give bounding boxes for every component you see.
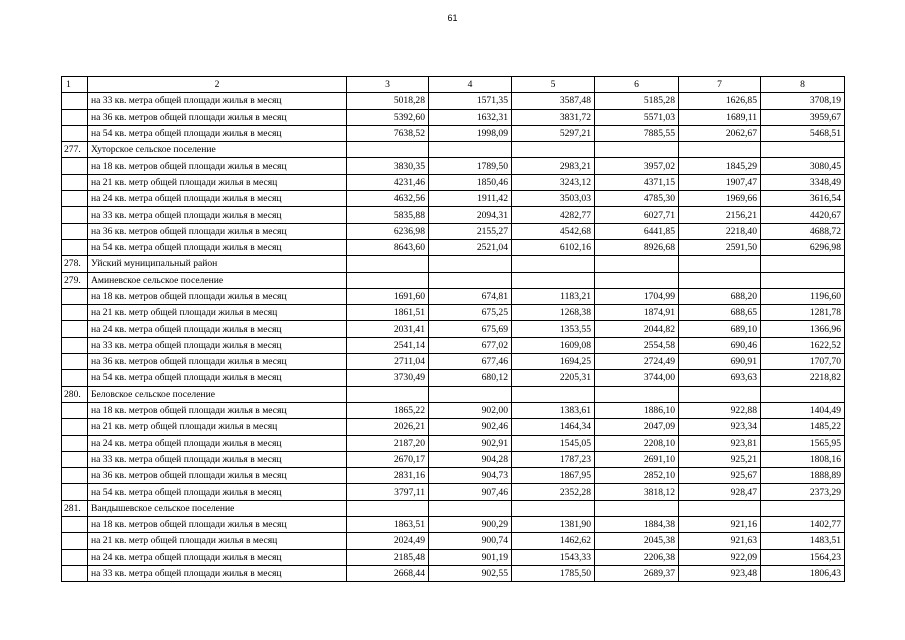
value-cell	[595, 386, 679, 402]
row-name: на 54 кв. метра общей площади жилья в месяц	[88, 125, 347, 141]
table-row	[62, 354, 845, 370]
value-cell: 2156,21	[679, 207, 761, 223]
row-name: на 36 кв. метров общей площади жилья в месяц	[88, 223, 347, 239]
table-row	[62, 207, 845, 223]
value-cell: 2185,48	[347, 549, 429, 565]
column-header: 8	[761, 77, 845, 93]
value-cell: 6102,16	[512, 239, 595, 255]
column-header: 7	[679, 77, 761, 93]
value-cell: 1806,43	[761, 565, 845, 581]
value-cell: 2668,44	[347, 565, 429, 581]
value-cell	[679, 142, 761, 158]
value-cell	[512, 142, 595, 158]
value-cell: 2044,82	[595, 321, 679, 337]
value-cell: 3818,12	[595, 484, 679, 500]
value-cell: 2187,20	[347, 435, 429, 451]
value-cell: 902,55	[429, 565, 512, 581]
value-cell: 5018,28	[347, 93, 429, 109]
value-cell: 1281,78	[761, 305, 845, 321]
table-row	[62, 142, 845, 158]
row-name: на 21 кв. метр общей площади жилья в месяц	[88, 305, 347, 321]
value-cell: 677,02	[429, 337, 512, 353]
table-row	[62, 256, 845, 272]
value-cell: 688,20	[679, 288, 761, 304]
value-cell: 1268,38	[512, 305, 595, 321]
row-name: на 33 кв. метра общей площади жилья в месяц	[88, 451, 347, 467]
table-row	[62, 93, 845, 109]
row-name: на 36 кв. метров общей площади жилья в месяц	[88, 354, 347, 370]
value-cell: 675,25	[429, 305, 512, 321]
value-cell: 2062,67	[679, 125, 761, 141]
value-cell: 2024,49	[347, 533, 429, 549]
value-cell: 1787,23	[512, 451, 595, 467]
table-row	[62, 239, 845, 255]
value-cell: 690,91	[679, 354, 761, 370]
table-row	[62, 533, 845, 549]
value-cell: 2208,10	[595, 435, 679, 451]
value-cell: 2205,31	[512, 370, 595, 386]
value-cell	[347, 386, 429, 402]
value-cell: 2206,38	[595, 549, 679, 565]
value-cell: 1622,52	[761, 337, 845, 353]
value-cell: 904,28	[429, 451, 512, 467]
value-cell: 921,16	[679, 517, 761, 533]
table-row	[62, 109, 845, 125]
value-cell: 1564,23	[761, 549, 845, 565]
value-cell: 4785,30	[595, 191, 679, 207]
value-cell: 4371,15	[595, 174, 679, 190]
value-cell: 2591,50	[679, 239, 761, 255]
value-cell: 3587,48	[512, 93, 595, 109]
value-cell: 4632,56	[347, 191, 429, 207]
value-cell: 3348,49	[761, 174, 845, 190]
value-cell: 1383,61	[512, 402, 595, 418]
value-cell	[595, 272, 679, 288]
value-cell: 3959,67	[761, 109, 845, 125]
value-cell: 689,10	[679, 321, 761, 337]
tariff-table	[61, 76, 845, 582]
table-row	[62, 565, 845, 581]
value-cell: 2852,10	[595, 468, 679, 484]
value-cell: 922,09	[679, 549, 761, 565]
value-cell: 2554,58	[595, 337, 679, 353]
value-cell: 2045,38	[595, 533, 679, 549]
row-number	[62, 191, 88, 207]
row-number	[62, 370, 88, 386]
row-name: Уйский муниципальный район	[88, 256, 347, 272]
value-cell: 2094,31	[429, 207, 512, 223]
value-cell: 2711,04	[347, 354, 429, 370]
value-cell: 1545,05	[512, 435, 595, 451]
value-cell: 1381,90	[512, 517, 595, 533]
table-row	[62, 174, 845, 190]
value-cell	[512, 386, 595, 402]
value-cell: 1863,51	[347, 517, 429, 533]
value-cell	[429, 386, 512, 402]
value-cell: 2670,17	[347, 451, 429, 467]
row-number: 278.	[62, 256, 88, 272]
table-row	[62, 272, 845, 288]
value-cell	[761, 272, 845, 288]
row-name: на 54 кв. метра общей площади жилья в месяц	[88, 484, 347, 500]
row-name: на 33 кв. метра общей площади жилья в месяц	[88, 93, 347, 109]
value-cell	[347, 256, 429, 272]
table-row	[62, 223, 845, 239]
row-number	[62, 321, 88, 337]
table-row	[62, 288, 845, 304]
row-name: на 18 кв. метров общей площади жилья в месяц	[88, 517, 347, 533]
row-name: на 33 кв. метра общей площади жилья в месяц	[88, 565, 347, 581]
value-cell	[679, 272, 761, 288]
value-cell: 923,34	[679, 419, 761, 435]
table-row	[62, 517, 845, 533]
table-row	[62, 500, 845, 516]
value-cell: 3831,72	[512, 109, 595, 125]
value-cell: 1884,38	[595, 517, 679, 533]
column-header: 6	[595, 77, 679, 93]
value-cell: 900,29	[429, 517, 512, 533]
value-cell: 1911,42	[429, 191, 512, 207]
value-cell: 8926,68	[595, 239, 679, 255]
value-cell: 2689,37	[595, 565, 679, 581]
value-cell: 688,65	[679, 305, 761, 321]
value-cell: 690,46	[679, 337, 761, 353]
row-name: на 36 кв. метров общей площади жилья в месяц	[88, 109, 347, 125]
row-number	[62, 451, 88, 467]
row-name: на 21 кв. метр общей площади жилья в месяц	[88, 533, 347, 549]
value-cell: 902,46	[429, 419, 512, 435]
value-cell: 7885,55	[595, 125, 679, 141]
value-cell: 2831,16	[347, 468, 429, 484]
value-cell: 2155,27	[429, 223, 512, 239]
value-cell: 7638,52	[347, 125, 429, 141]
value-cell: 1861,51	[347, 305, 429, 321]
value-cell: 923,48	[679, 565, 761, 581]
value-cell: 925,21	[679, 451, 761, 467]
row-number: 279.	[62, 272, 88, 288]
table-body	[62, 77, 845, 582]
value-cell: 3830,35	[347, 158, 429, 174]
value-cell	[595, 256, 679, 272]
table-row	[62, 484, 845, 500]
value-cell: 1402,77	[761, 517, 845, 533]
value-cell	[512, 500, 595, 516]
value-cell: 4420,67	[761, 207, 845, 223]
value-cell: 2026,21	[347, 419, 429, 435]
value-cell: 6027,71	[595, 207, 679, 223]
value-cell: 5185,28	[595, 93, 679, 109]
value-cell: 1404,49	[761, 402, 845, 418]
row-name: на 21 кв. метр общей площади жилья в месяц	[88, 174, 347, 190]
row-number	[62, 402, 88, 418]
row-name: Беловское сельское поселение	[88, 386, 347, 402]
value-cell: 1694,25	[512, 354, 595, 370]
value-cell: 1907,47	[679, 174, 761, 190]
value-cell: 1609,08	[512, 337, 595, 353]
table-row	[62, 191, 845, 207]
value-cell: 1785,50	[512, 565, 595, 581]
value-cell: 5297,21	[512, 125, 595, 141]
value-cell: 1865,22	[347, 402, 429, 418]
value-cell: 1485,22	[761, 419, 845, 435]
value-cell: 1888,89	[761, 468, 845, 484]
row-number	[62, 565, 88, 581]
row-number	[62, 109, 88, 125]
row-name: на 54 кв. метра общей площади жилья в месяц	[88, 370, 347, 386]
value-cell: 1571,35	[429, 93, 512, 109]
value-cell: 1543,33	[512, 549, 595, 565]
table-row	[62, 402, 845, 418]
row-number	[62, 549, 88, 565]
value-cell: 6296,98	[761, 239, 845, 255]
value-cell: 2724,49	[595, 354, 679, 370]
value-cell: 3243,12	[512, 174, 595, 190]
row-number	[62, 93, 88, 109]
value-cell: 904,73	[429, 468, 512, 484]
value-cell: 680,12	[429, 370, 512, 386]
value-cell: 5835,88	[347, 207, 429, 223]
value-cell: 5392,60	[347, 109, 429, 125]
row-name: Аминевское сельское поселение	[88, 272, 347, 288]
row-number	[62, 158, 88, 174]
table-row	[62, 386, 845, 402]
row-number	[62, 435, 88, 451]
value-cell	[679, 386, 761, 402]
value-cell: 1886,10	[595, 402, 679, 418]
value-cell	[347, 500, 429, 516]
table-row	[62, 305, 845, 321]
row-name: на 24 кв. метра общей площади жилья в месяц	[88, 321, 347, 337]
row-number	[62, 484, 88, 500]
value-cell: 2521,04	[429, 239, 512, 255]
row-name: на 36 кв. метров общей площади жилья в месяц	[88, 468, 347, 484]
value-cell: 1483,51	[761, 533, 845, 549]
value-cell: 3797,11	[347, 484, 429, 500]
value-cell: 1626,85	[679, 93, 761, 109]
value-cell: 3957,02	[595, 158, 679, 174]
row-name: на 54 кв. метра общей площади жилья в месяц	[88, 239, 347, 255]
value-cell: 1183,21	[512, 288, 595, 304]
table-header-row	[62, 77, 845, 93]
row-name: Хуторское сельское поселение	[88, 142, 347, 158]
value-cell: 2691,10	[595, 451, 679, 467]
table-row	[62, 321, 845, 337]
row-number	[62, 239, 88, 255]
value-cell: 4688,72	[761, 223, 845, 239]
value-cell: 8643,60	[347, 239, 429, 255]
value-cell	[429, 256, 512, 272]
value-cell: 1874,91	[595, 305, 679, 321]
table-row	[62, 370, 845, 386]
value-cell: 1998,09	[429, 125, 512, 141]
value-cell	[512, 256, 595, 272]
value-cell: 5571,03	[595, 109, 679, 125]
row-number	[62, 288, 88, 304]
value-cell: 674,81	[429, 288, 512, 304]
value-cell: 2031,41	[347, 321, 429, 337]
table-row	[62, 549, 845, 565]
table-row	[62, 125, 845, 141]
row-name: на 21 кв. метр общей площади жилья в месяц	[88, 419, 347, 435]
value-cell	[429, 500, 512, 516]
value-cell: 2352,28	[512, 484, 595, 500]
value-cell: 1366,96	[761, 321, 845, 337]
value-cell	[595, 500, 679, 516]
value-cell: 2218,82	[761, 370, 845, 386]
value-cell: 1462,62	[512, 533, 595, 549]
table-row	[62, 158, 845, 174]
value-cell: 2218,40	[679, 223, 761, 239]
value-cell: 1689,11	[679, 109, 761, 125]
row-number	[62, 337, 88, 353]
column-header: 3	[347, 77, 429, 93]
row-number	[62, 207, 88, 223]
value-cell: 1850,46	[429, 174, 512, 190]
value-cell: 3616,54	[761, 191, 845, 207]
value-cell: 3744,00	[595, 370, 679, 386]
value-cell: 2373,29	[761, 484, 845, 500]
value-cell	[429, 142, 512, 158]
value-cell: 900,74	[429, 533, 512, 549]
value-cell	[761, 500, 845, 516]
value-cell: 3080,45	[761, 158, 845, 174]
value-cell: 1196,60	[761, 288, 845, 304]
value-cell	[347, 142, 429, 158]
row-name: на 33 кв. метра общей площади жилья в месяц	[88, 207, 347, 223]
value-cell: 902,91	[429, 435, 512, 451]
row-number	[62, 125, 88, 141]
value-cell: 3503,03	[512, 191, 595, 207]
column-header: 1	[62, 77, 88, 93]
row-number	[62, 517, 88, 533]
value-cell: 2047,09	[595, 419, 679, 435]
value-cell	[595, 142, 679, 158]
row-name: на 18 кв. метров общей площади жилья в месяц	[88, 402, 347, 418]
value-cell: 921,63	[679, 533, 761, 549]
value-cell: 1353,55	[512, 321, 595, 337]
column-header: 2	[88, 77, 347, 93]
value-cell: 1691,60	[347, 288, 429, 304]
table-row	[62, 419, 845, 435]
row-number	[62, 419, 88, 435]
row-name: на 18 кв. метров общей площади жилья в месяц	[88, 288, 347, 304]
value-cell: 3730,49	[347, 370, 429, 386]
value-cell: 923,81	[679, 435, 761, 451]
value-cell: 1789,50	[429, 158, 512, 174]
value-cell: 4231,46	[347, 174, 429, 190]
value-cell: 922,88	[679, 402, 761, 418]
row-number: 281.	[62, 500, 88, 516]
value-cell: 928,47	[679, 484, 761, 500]
value-cell: 1707,70	[761, 354, 845, 370]
value-cell	[761, 386, 845, 402]
row-number	[62, 174, 88, 190]
table-row	[62, 337, 845, 353]
row-number	[62, 223, 88, 239]
value-cell: 1969,66	[679, 191, 761, 207]
row-name: на 18 кв. метров общей площади жилья в месяц	[88, 158, 347, 174]
value-cell: 2983,21	[512, 158, 595, 174]
row-number: 280.	[62, 386, 88, 402]
page-number: 61	[447, 13, 458, 23]
column-header: 4	[429, 77, 512, 93]
value-cell: 3708,19	[761, 93, 845, 109]
value-cell: 1464,34	[512, 419, 595, 435]
value-cell: 4282,77	[512, 207, 595, 223]
row-name: на 24 кв. метра общей площади жилья в месяц	[88, 549, 347, 565]
value-cell: 6441,85	[595, 223, 679, 239]
value-cell	[679, 500, 761, 516]
value-cell: 693,63	[679, 370, 761, 386]
value-cell: 1704,99	[595, 288, 679, 304]
value-cell	[679, 256, 761, 272]
value-cell	[347, 272, 429, 288]
value-cell: 925,67	[679, 468, 761, 484]
row-name: Вандышевское сельское поселение	[88, 500, 347, 516]
value-cell	[761, 142, 845, 158]
value-cell: 901,19	[429, 549, 512, 565]
value-cell: 677,46	[429, 354, 512, 370]
row-number	[62, 468, 88, 484]
table-row	[62, 435, 845, 451]
value-cell: 1867,95	[512, 468, 595, 484]
value-cell: 902,00	[429, 402, 512, 418]
value-cell: 1565,95	[761, 435, 845, 451]
value-cell: 2541,14	[347, 337, 429, 353]
row-name: на 24 кв. метра общей площади жилья в месяц	[88, 435, 347, 451]
table-row	[62, 451, 845, 467]
value-cell	[761, 256, 845, 272]
value-cell: 1845,29	[679, 158, 761, 174]
value-cell: 4542,68	[512, 223, 595, 239]
value-cell: 1632,31	[429, 109, 512, 125]
table-row	[62, 468, 845, 484]
row-number: 277.	[62, 142, 88, 158]
value-cell	[429, 272, 512, 288]
row-number	[62, 305, 88, 321]
value-cell	[512, 272, 595, 288]
value-cell: 5468,51	[761, 125, 845, 141]
value-cell: 907,46	[429, 484, 512, 500]
row-number	[62, 533, 88, 549]
value-cell: 675,69	[429, 321, 512, 337]
value-cell: 1808,16	[761, 451, 845, 467]
value-cell: 6236,98	[347, 223, 429, 239]
row-number	[62, 354, 88, 370]
row-name: на 24 кв. метра общей площади жилья в месяц	[88, 191, 347, 207]
row-name: на 33 кв. метра общей площади жилья в месяц	[88, 337, 347, 353]
column-header: 5	[512, 77, 595, 93]
